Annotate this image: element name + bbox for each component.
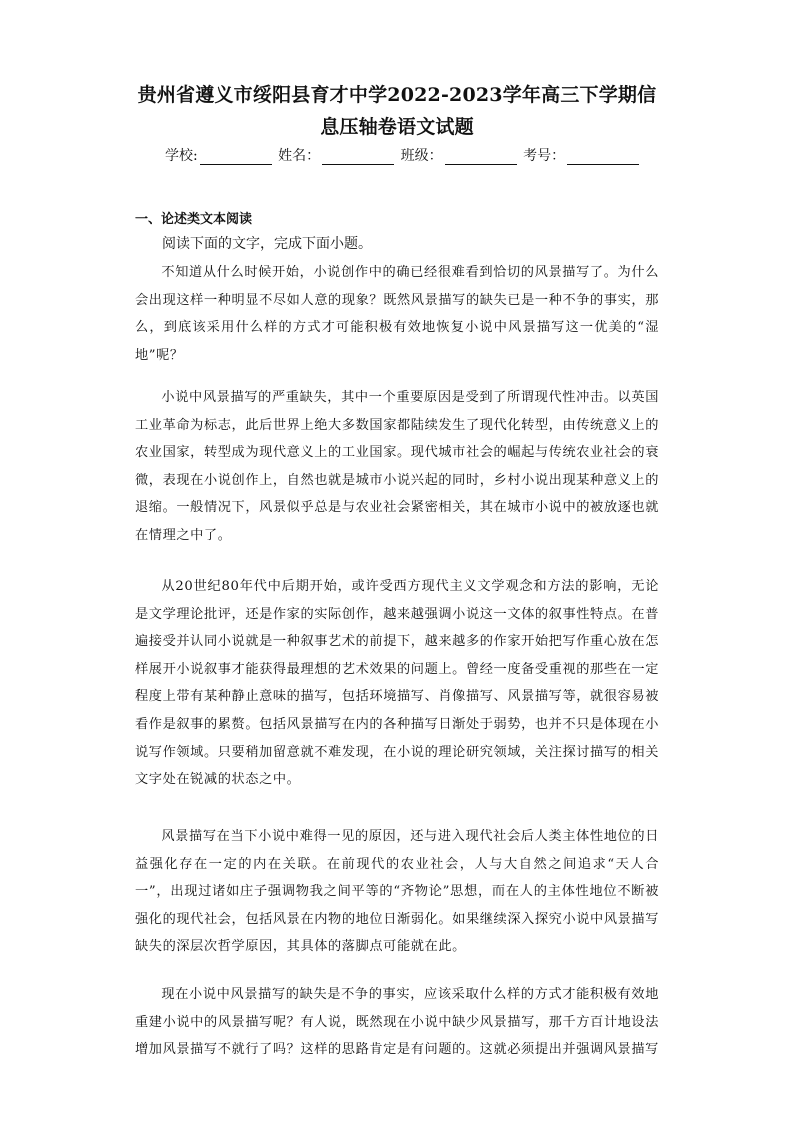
school-label: 学校: [165, 148, 198, 164]
paragraph-4: 风景描写在当下小说中难得一见的原因，还与进入现代社会后人类主体性地位的日益强化存在一定的内在关联。在前现代的农业社会，人与大自然之间追求“天人合一”，出现过诸如庄子强调物我之间平等的“齐物论”思想，而在人的主体性地位不断被强化的现代社会，包括风景在内物的地位日渐弱化。如果继续深入探究小说中风景描写缺失的深层次哲学原因，其具体的落脚点可能就在此。 [135, 829, 659, 955]
student-info-row [165, 145, 641, 165]
paragraph-3: 从20世纪80年代中后期开始，或许受西方现代主义文学观念和方法的影响，无论是文学理论批评，还是作家的实际创作，越来越强调小说这一文体的叙事性特点。在普遍接受并认同小说就是一种叙事艺术的前提下，越来越多的作家开始把写作重心放在怎样展开小说叙事才能获得最理想的艺术效果的问题上。曾经一度备受重视的那些在一定程度上带有某种静止意味的描写，包括环境描写、肖像描写、风景描写等，就很容易被看作是叙事的累赘。包括风景描写在内的各种描写日渐处于弱势，也并不只是体现在小说写作领域。只要稍加留意就不难发现，在小说的理论研究领域，关注探讨描写的相关文字处在锐减的状态之中。 [135, 579, 659, 788]
document-title-line-2: 息压轴卷语文试题 [320, 116, 474, 138]
class-blank[interactable] [445, 150, 517, 165]
school-blank[interactable] [200, 150, 272, 165]
paragraph-1: 不知道从什么时候开始，小说创作中的确已经很难看到恰切的风景描写了。为什么会出现这样一种明显不尽如人意的现象？既然风景描写的缺失已是一种不争的事实，那么，到底该采用什么样的方式才可能积极有效地恢复小说中风景描写这一优美的“湿地”呢？ [135, 265, 659, 363]
section-heading: 一、论述类文本阅读 [135, 212, 253, 227]
name-blank[interactable] [322, 150, 394, 165]
section-instruction: 阅读下面的文字，完成下面小题。 [162, 236, 372, 252]
name-label: 姓名： [278, 148, 321, 164]
number-blank[interactable] [567, 150, 639, 165]
class-label: 班级： [400, 148, 443, 164]
document-title-line-1: 贵州省遵义市绥阳县育才中学2022-2023学年高三下学期信 [137, 84, 657, 106]
paragraph-2: 小说中风景描写的严重缺失，其中一个重要原因是受到了所谓现代性冲击。以英国工业革命为标志，此后世界上绝大多数国家都陆续发生了现代化转型，由传统意义上的农业国家，转型成为现代意义上的工业国家。现代城市社会的崛起与传统农业社会的衰微，表现在小说创作上，自然也就是城市小说兴起的同时，乡村小说出现某种意义上的退缩。一般情况下，风景似乎总是与农业社会紧密相关，其在城市小说中的被放逐也就在情理之中了。 [135, 390, 659, 543]
number-label: 考号： [523, 148, 566, 164]
paragraph-5: 现在小说中风景描写的缺失是不争的事实，应该采取什么样的方式才能积极有效地重建小说中的风景描写呢？有人说，既然现在小说中缺少风景描写，那千方百计地设法增加风景描写不就行了吗？这样的思路肯定是有问题的。这就必须提出并强调风景描写 [135, 987, 659, 1058]
